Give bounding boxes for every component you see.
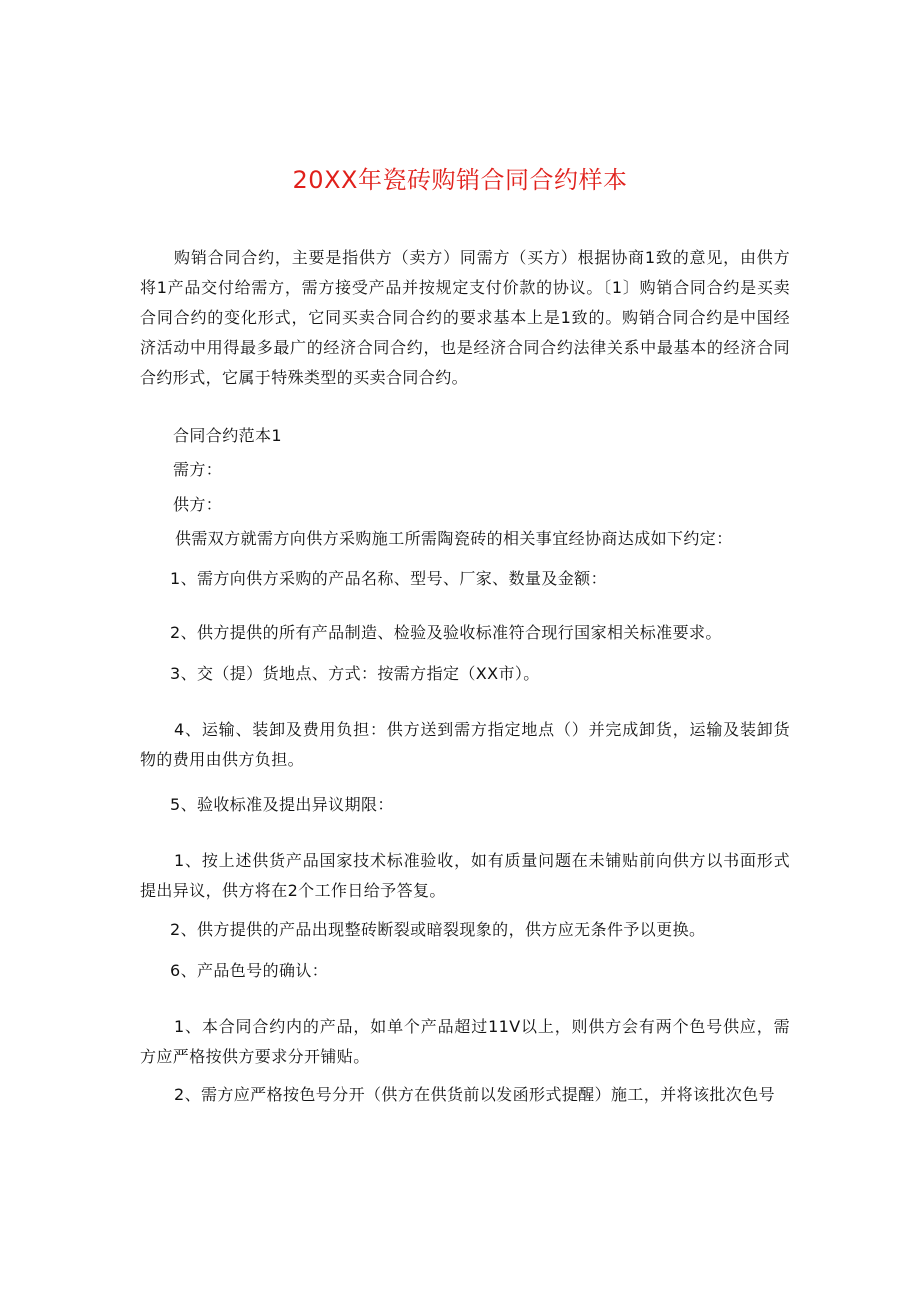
document-title: 20XX年瓷砖购销合同合约样本 — [292, 166, 628, 194]
clause-6: 6、产品色号的确认： — [170, 961, 329, 980]
clause-6-item-1: 1、本合同合约内的产品，如单个产品超过11V以上，则供方会有两个色号供应，需方应严格按供方要求分开铺贴。 — [140, 1017, 790, 1066]
clause-6-item-2: 2、需方应严格按色号分开（供方在供货前以发函形式提醒）施工，并将该批次色号 — [174, 1085, 775, 1104]
buyer-label: 需方： — [173, 460, 223, 479]
clause-3: 3、交（提）货地点、方式：按需方指定（XX市）。 — [170, 664, 540, 683]
clause-5: 5、验收标准及提出异议期限： — [170, 795, 394, 814]
sample-heading: 合同合约范本1 — [173, 426, 282, 445]
intro-paragraph: 购销合同合约，主要是指供方（卖方）同需方（买方）根据协商1致的意见，由供方将1产品交付给需方，需方接受产品并按规定支付价款的协议。〔1〕购销合同合约是买卖合同合约的变化形式，它同买卖合同合约的要求基本上是1致的。购销合同合约是中国经济活动中用得最多最广的经济合同合约，也是经济合同合约法律关系中最基本的经济合同合约形式，它属于特殊类型的买卖合同合约。 — [140, 248, 790, 387]
clause-2: 2、供方提供的所有产品制造、检验及验收标准符合现行国家相关标准要求。 — [170, 623, 722, 642]
clause-5-item-1: 1、按上述供货产品国家技术标准验收，如有质量问题在未铺贴前向供方以书面形式提出异议，供方将在2个工作日给予答复。 — [140, 851, 790, 900]
preamble: 供需双方就需方向供方采购施工所需陶瓷砖的相关事宜经协商达成如下约定： — [175, 529, 733, 548]
clause-5-item-2: 2、供方提供的产品出现整砖断裂或暗裂现象的，供方应无条件予以更换。 — [170, 920, 706, 939]
clause-1: 1、需方向供方采购的产品名称、型号、厂家、数量及金额： — [170, 569, 607, 588]
seller-label: 供方： — [173, 495, 223, 514]
clause-4: 4、运输、装卸及费用负担：供方送到需方指定地点（）并完成卸货，运输及装卸货物的费用由供方负担。 — [140, 720, 790, 769]
